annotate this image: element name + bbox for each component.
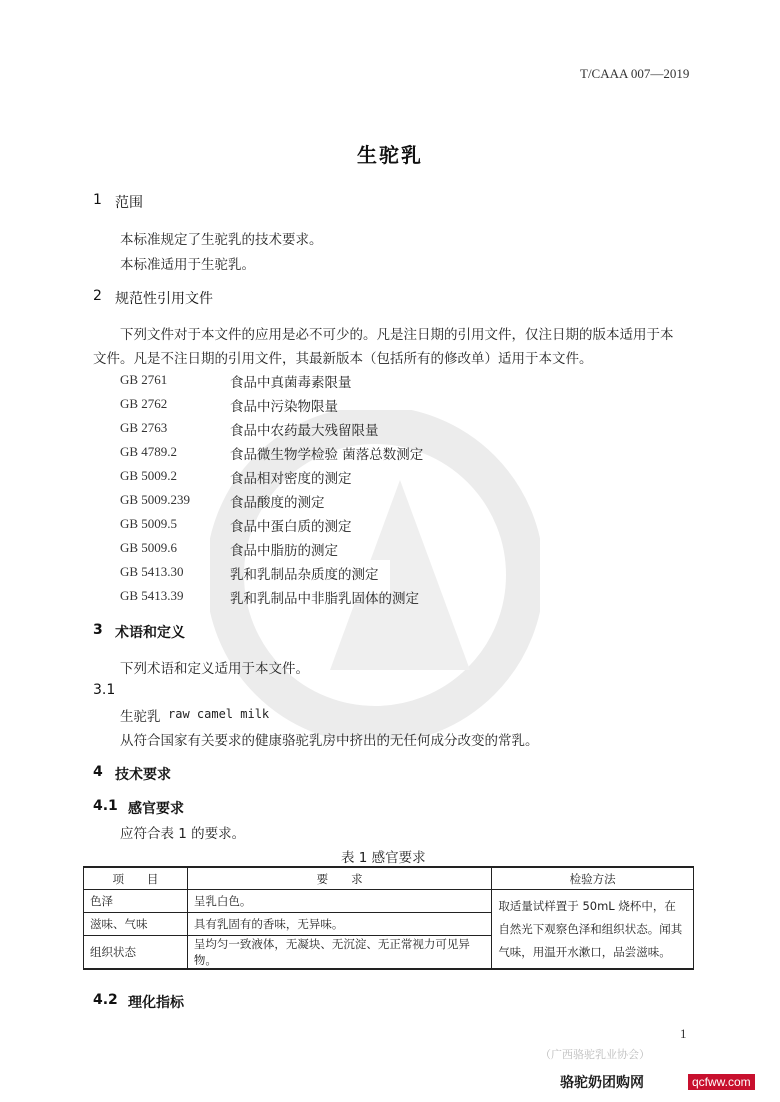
table-cell-item: 滋味、气味 <box>84 913 188 936</box>
section-3-1-number: 3.1 <box>93 682 116 698</box>
section-3-heading: 术语和定义 <box>115 625 185 641</box>
brand-name: 骆驼奶团购网 <box>560 1075 644 1091</box>
ref-name: 食品中蛋白质的测定 <box>230 519 352 535</box>
table-row <box>84 890 694 913</box>
section-2-intro-2: 文件。凡是不注日期的引用文件，其最新版本（包括所有的修改单）适用于本文件。 <box>93 351 593 367</box>
ref-name: 食品中真菌毒素限量 <box>230 375 352 391</box>
term-definition: 从符合国家有关要求的健康骆驼乳房中挤出的无任何成分改变的常乳。 <box>120 733 539 749</box>
section-4-heading: 技术要求 <box>115 767 171 783</box>
ref-name: 乳和乳制品杂质度的测定 <box>230 567 379 583</box>
ref-code: GB 2762 <box>120 396 168 411</box>
table-cell-requirement: 具有乳固有的香味，无异味。 <box>187 913 491 936</box>
ref-code: GB 5009.5 <box>120 516 178 531</box>
ref-code: GB 5009.6 <box>120 540 178 555</box>
ref-code: GB 2763 <box>120 420 168 435</box>
table-cell-item: 组织状态 <box>84 936 188 970</box>
term-english: raw camel milk <box>168 707 270 721</box>
table-header-cell: 要 求 <box>187 867 491 890</box>
page-number: 1 <box>680 1026 687 1041</box>
section-4-1-number: 4.1 <box>93 798 118 814</box>
section-4-1-intro: 应符合表 1 的要求。 <box>120 826 246 842</box>
section-1-number: 1 <box>93 192 102 208</box>
term-chinese: 生驼乳 <box>120 709 161 725</box>
ref-name: 食品相对密度的测定 <box>230 471 352 487</box>
section-3-intro: 下列术语和定义适用于本文件。 <box>120 661 309 677</box>
section-4-1-heading: 感官要求 <box>128 801 184 817</box>
ref-code: GB 4789.2 <box>120 444 178 459</box>
wechat-source-label: （广西骆驼乳业协会） <box>540 1048 650 1061</box>
ref-name: 食品中污染物限量 <box>230 399 338 415</box>
ref-name: 食品中农药最大残留限量 <box>230 423 379 439</box>
table-caption: 表 1 感官要求 <box>341 850 426 866</box>
ref-name: 食品中脂肪的测定 <box>230 543 338 559</box>
section-2-heading: 规范性引用文件 <box>115 291 213 307</box>
table-header-row <box>84 867 694 890</box>
page-title: 生驼乳 <box>357 143 423 167</box>
ref-code: GB 5009.2 <box>120 468 178 483</box>
table-header-cell: 项 目 <box>84 867 188 890</box>
section-2-intro-1: 下列文件对于本文件的应用是必不可少的。凡是注日期的引用文件，仅注日期的版本适用于本 <box>120 327 674 343</box>
table-cell-item: 色泽 <box>84 890 188 913</box>
ref-name: 食品酸度的测定 <box>230 495 325 511</box>
section-2-number: 2 <box>93 288 102 304</box>
table-cell-requirement: 呈均匀一致液体，无凝块、无沉淀、无正常视力可见异物。 <box>187 936 491 970</box>
table-cell-method: 取适量试样置于 50mL 烧杯中，在自然光下观察色泽和组织状态。闻其气味，用温开水漱口，品尝滋味。 <box>492 890 694 970</box>
ref-name: 乳和乳制品中非脂乳固体的测定 <box>230 591 419 607</box>
table-header-cell: 检验方法 <box>492 867 694 890</box>
doc-code: T/CAAA 007—2019 <box>580 66 690 81</box>
section-1-heading: 范围 <box>115 195 143 211</box>
sensory-requirements-table <box>83 866 694 970</box>
section-1-para-1: 本标准规定了生驼乳的技术要求。 <box>120 232 323 248</box>
ref-code: GB 5413.39 <box>120 588 184 603</box>
section-4-2-number: 4.2 <box>93 992 118 1008</box>
ref-code: GB 2761 <box>120 372 168 387</box>
brand-domain[interactable]: qcfww.com <box>688 1074 755 1090</box>
section-3-number: 3 <box>93 622 103 638</box>
ref-name: 食品微生物学检验 菌落总数测定 <box>230 447 424 463</box>
section-1-para-2: 本标准适用于生驼乳。 <box>120 257 255 273</box>
table-cell-requirement: 呈乳白色。 <box>187 890 491 913</box>
ref-code: GB 5413.30 <box>120 564 184 579</box>
section-4-2-heading: 理化指标 <box>128 995 184 1011</box>
ref-code: GB 5009.239 <box>120 492 191 507</box>
section-4-number: 4 <box>93 764 103 780</box>
